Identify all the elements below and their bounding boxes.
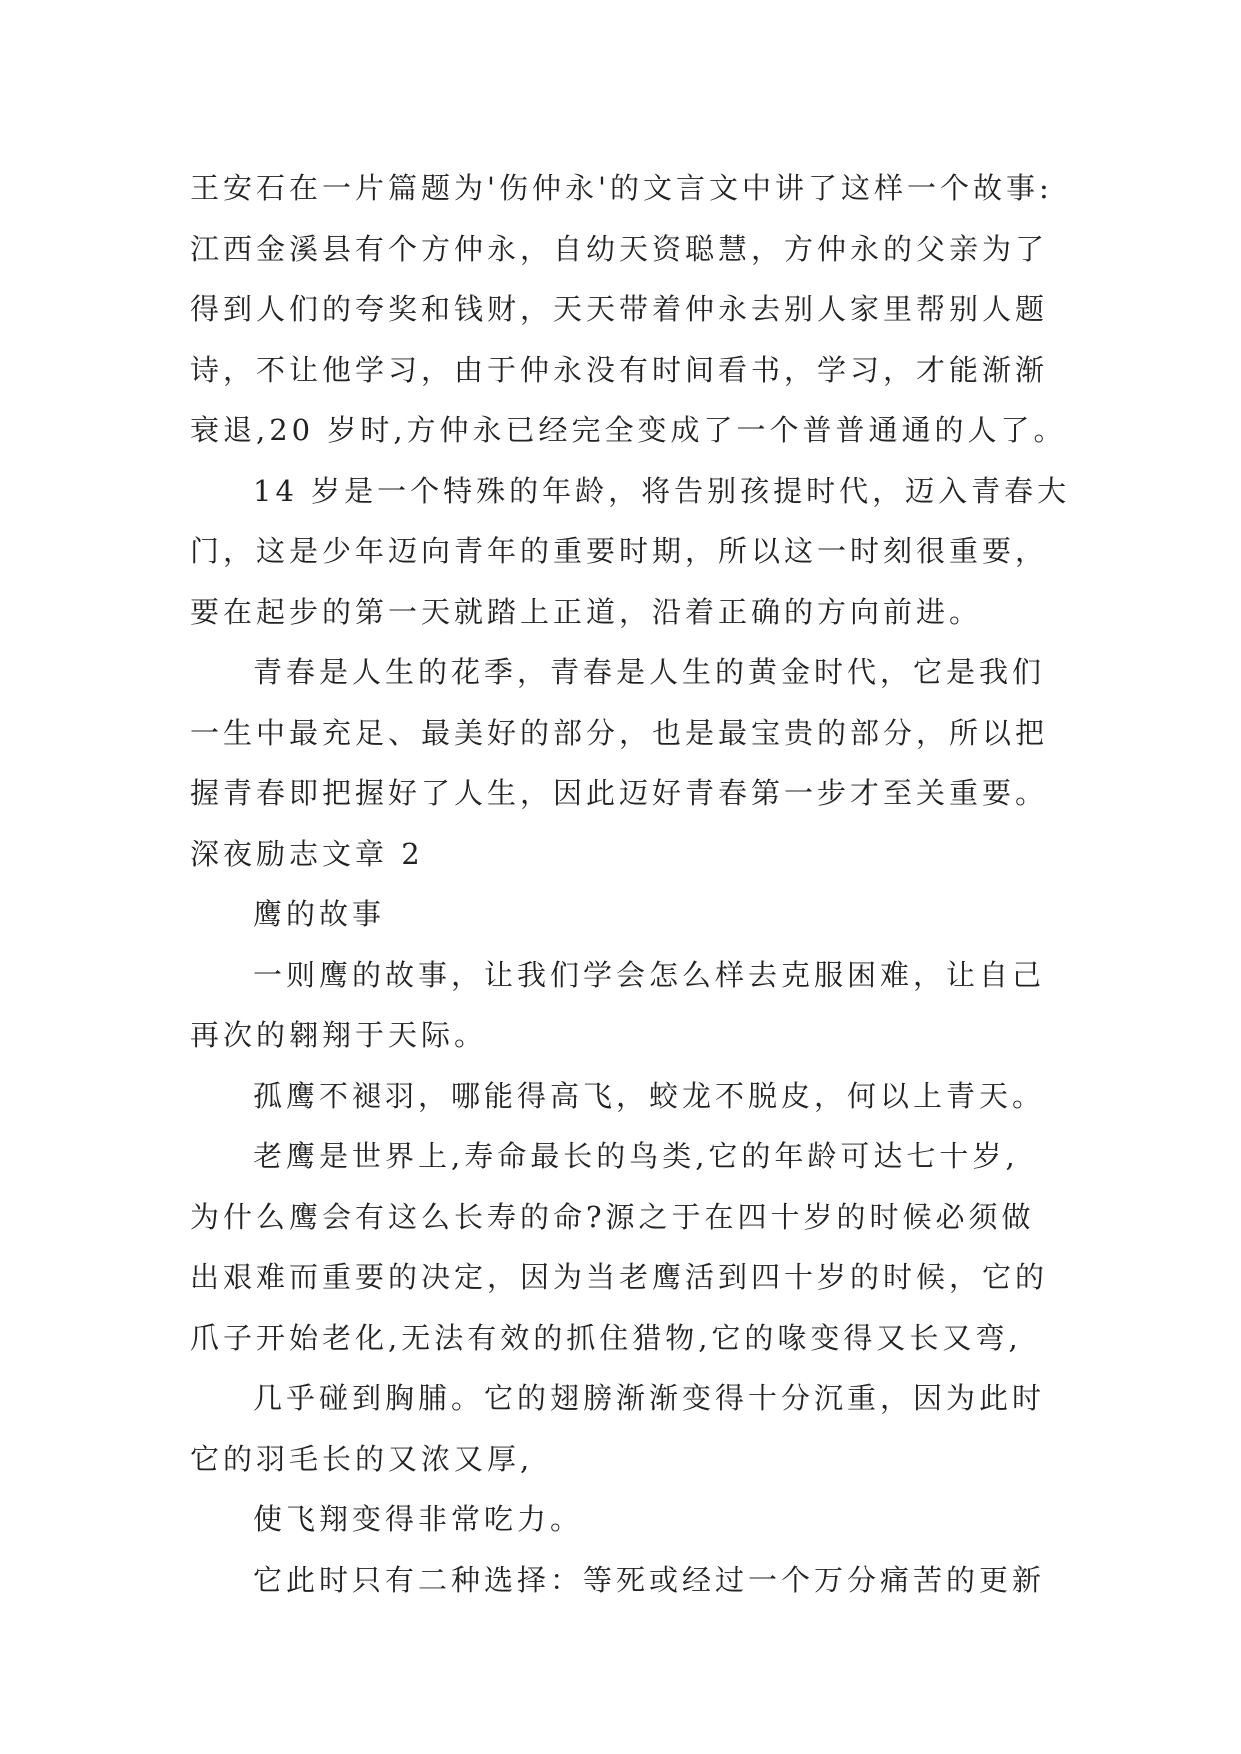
- section-heading: 深夜励志文章 2: [190, 836, 424, 871]
- text-line: 得到人们的夸奖和钱财，天天带着仲永去别人家里帮别人题: [190, 292, 1049, 326]
- text-line: 出艰难而重要的决定，因为当老鹰活到四十岁的时候，它的: [190, 1260, 1049, 1294]
- text-line: 使飞翔变得非常吃力。: [253, 1502, 584, 1536]
- text-line: 诗，不让他学习，由于仲永没有时间看书，学习，才能渐渐: [190, 352, 1049, 387]
- text-line: 它此时只有二种选择：等死或经过一个万分痛苦的更新: [253, 1562, 1046, 1597]
- story-title: 鹰的故事: [253, 897, 386, 931]
- text-line: 爪子开始老化,无法有效的抓住猎物,它的喙变得又长又弯,: [190, 1320, 1022, 1355]
- text-line: 一生中最充足、最美好的部分，也是最宝贵的部分，所以把: [190, 715, 1049, 750]
- text-line: 它的羽毛长的又浓又厚,: [190, 1441, 534, 1476]
- text-line: 门，这是少年迈向青年的重要时期，所以这一时刻很重要，: [190, 534, 1049, 568]
- text-line: 再次的翱翔于天际。: [190, 1018, 488, 1052]
- text-line: 青春是人生的花季，青春是人生的黄金时代，它是我们: [253, 655, 1046, 689]
- text-line: 江西金溪县有个方仲永，自幼天资聪慧，方仲永的父亲为了: [190, 231, 1049, 266]
- text-line: 要在起步的第一天就踏上正道，沿着正确的方向前进。: [190, 594, 983, 629]
- document-body: [190, 158, 1070, 1610]
- text-line: 几乎碰到胸脯。它的翅膀渐渐变得十分沉重，因为此时: [253, 1381, 1046, 1415]
- text-line: 14 岁是一个特殊的年龄，将告别孩提时代，迈入青春大: [253, 473, 1071, 508]
- text-line: 为什么鹰会有这么长寿的命?源之于在四十岁的时候必须做: [190, 1199, 1035, 1234]
- text-line: 握青春即把握好了人生，因此迈好青春第一步才至关重要。: [190, 776, 1049, 810]
- text-line: 王安石在一片篇题为'伤仲永'的文言文中讲了这样一个故事:: [190, 171, 1053, 205]
- text-line: 一则鹰的故事，让我们学会怎么样去克服困难，让自己: [253, 957, 1046, 992]
- text-line: 衰退,20 岁时,方仲永已经完全变成了一个普普通通的人了。: [190, 413, 1067, 447]
- text-line: 孤鹰不褪羽，哪能得高飞，蛟龙不脱皮，何以上青天。: [253, 1078, 1046, 1113]
- text-line: 老鹰是世界上,寿命最长的鸟类,它的年龄可达七十岁,: [253, 1139, 1019, 1173]
